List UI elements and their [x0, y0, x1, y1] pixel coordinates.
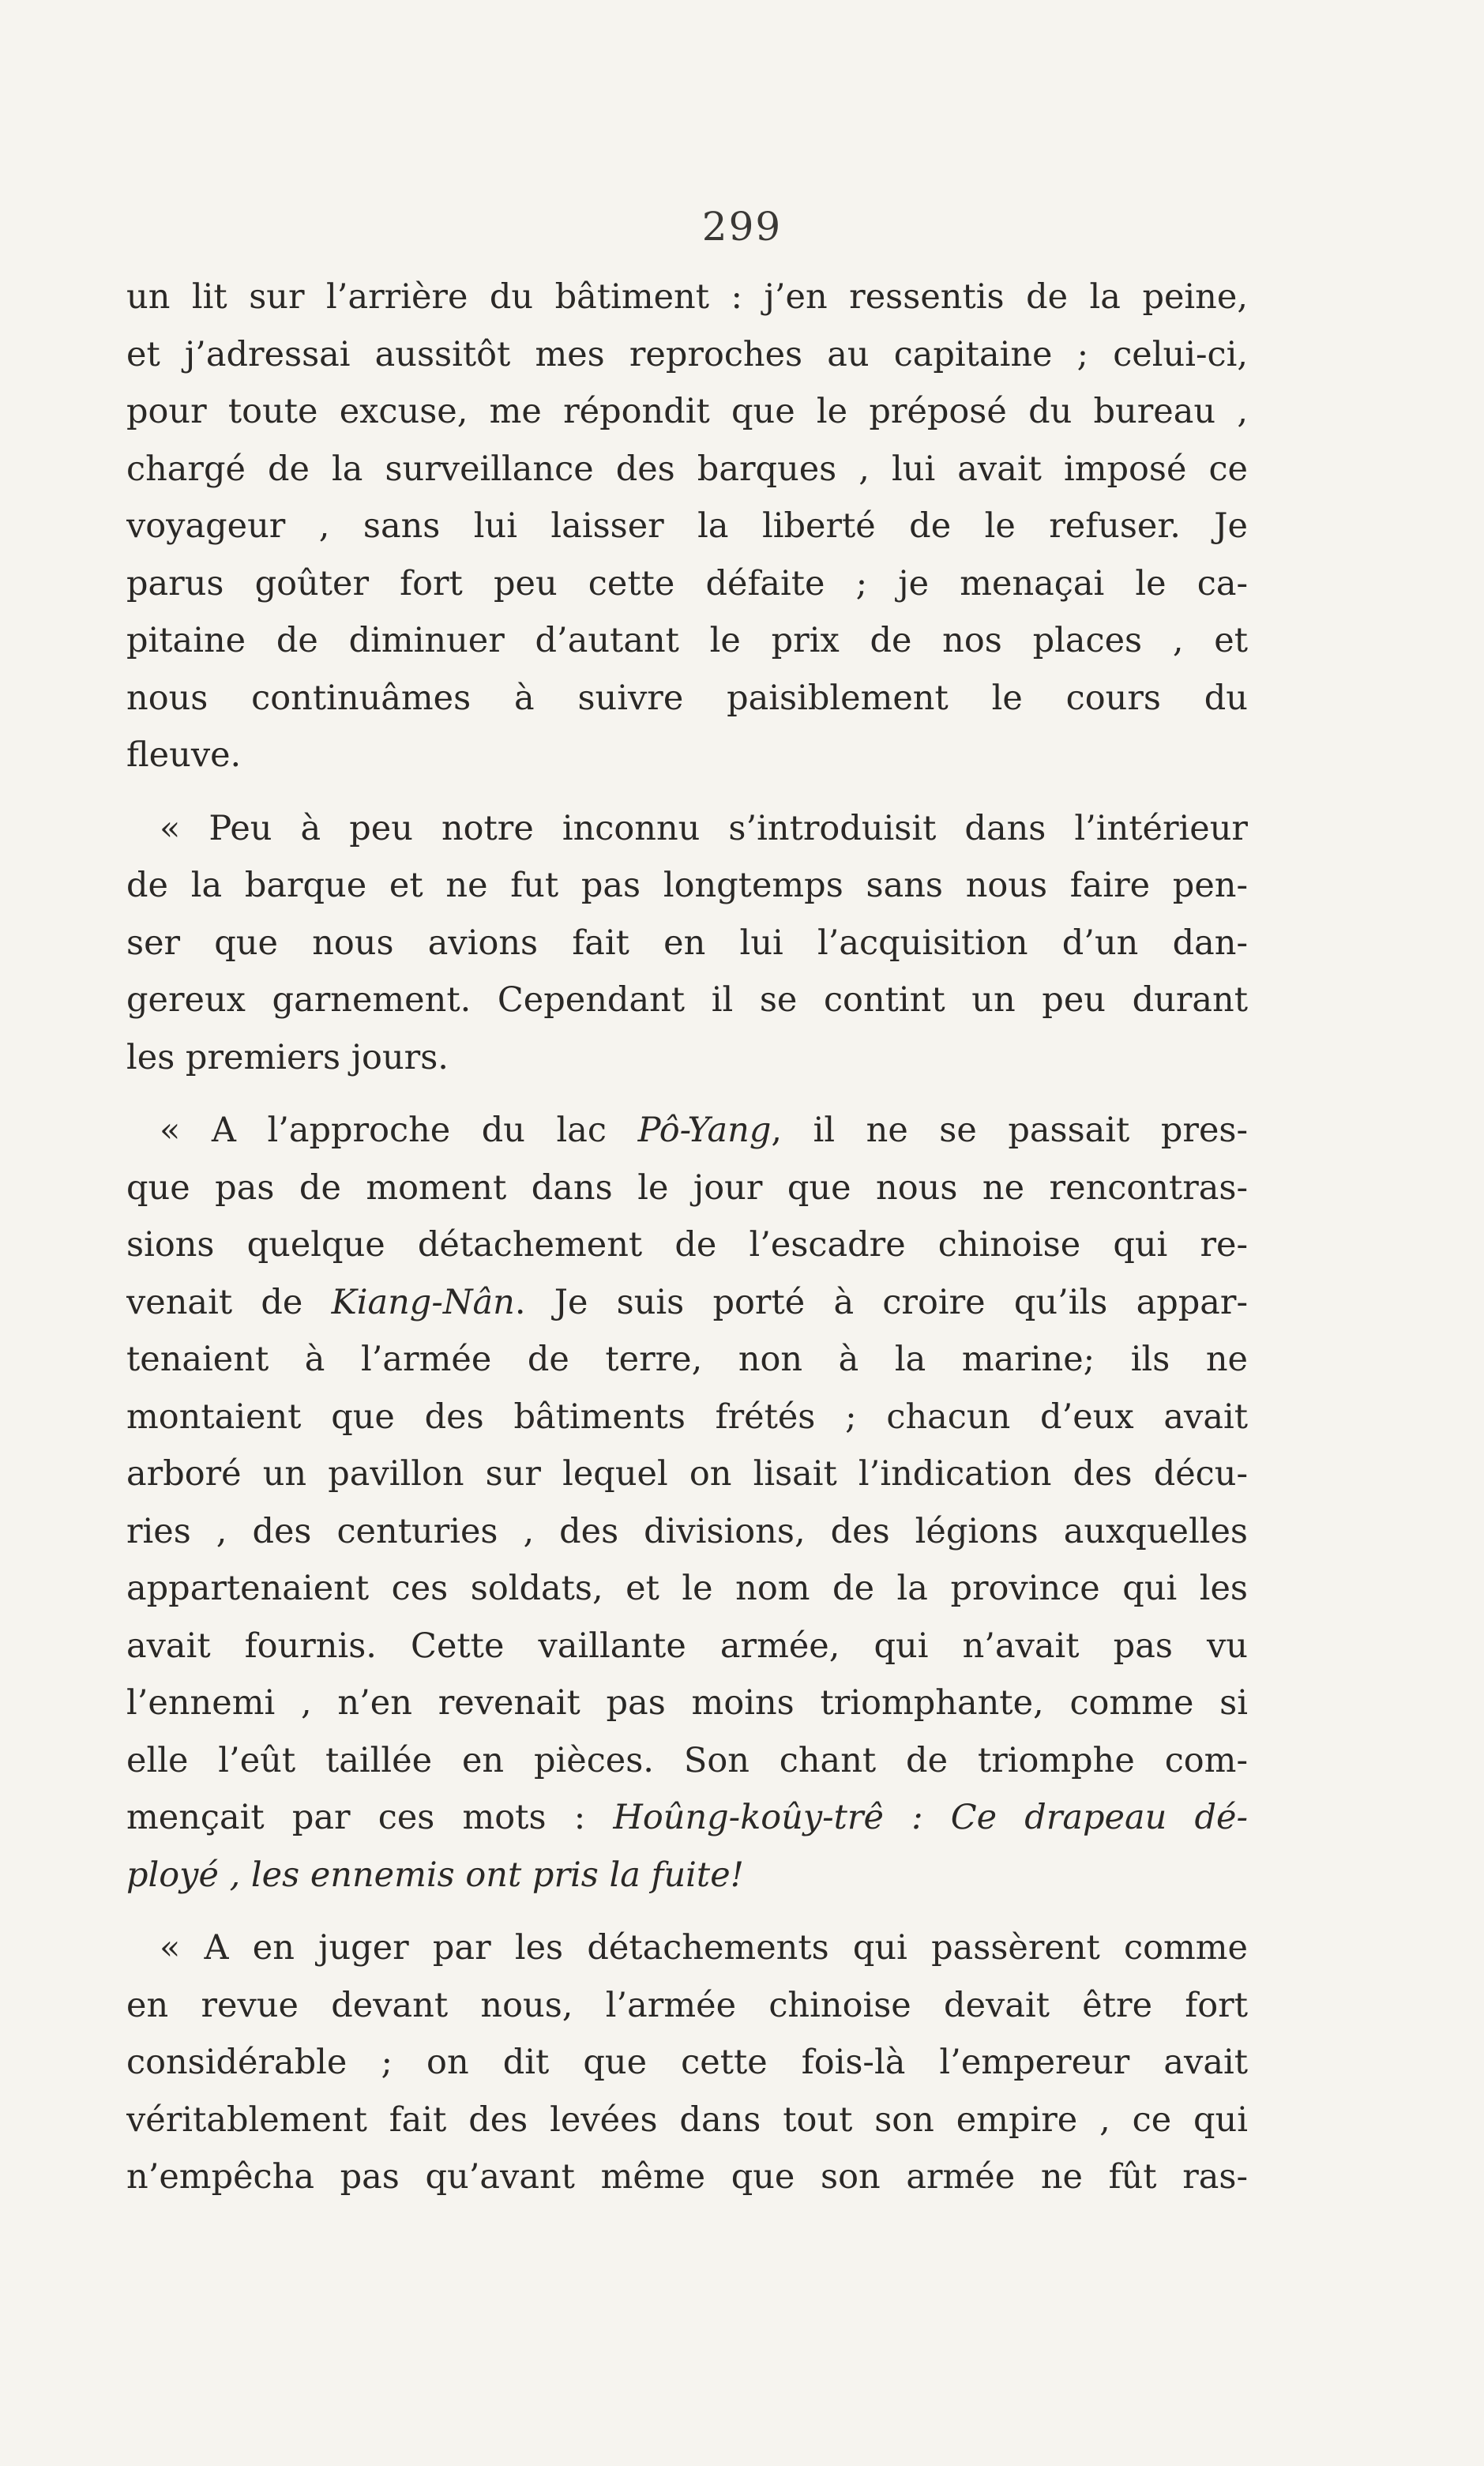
text-line: « Peu à peu notre inconnu s’introduisit dans l’intérieur [160, 808, 1248, 848]
text-line: n’empêcha pas qu’avant même que son armée ne fût ras- [126, 2157, 1248, 2197]
text-line: en revue devant nous, l’armée chinoise devait être fort [126, 1985, 1248, 2025]
text-line: arboré un pavillon sur lequel on lisait l’indication des décu- [126, 1454, 1248, 1494]
text-line: que pas de moment dans le jour que nous ne rencontras- [126, 1167, 1248, 1208]
text-line: elle l’eût taillée en pièces. Son chant de triomphe com- [126, 1740, 1248, 1780]
text-line: véritablement fait des levées dans tout son empire , ce qui [126, 2099, 1248, 2140]
text-line: voyageur , sans lui laisser la liberté de le refuser. Je [126, 506, 1248, 546]
text-line: pitaine de diminuer d’autant le prix de nos places , et [126, 621, 1248, 660]
text-fragment: venait de [126, 1282, 332, 1322]
text-line: parus goûter fort peu cette défaite ; je menaçai le ca- [126, 563, 1248, 603]
text-line [126, 1789, 1248, 1847]
paragraph-4 [126, 1919, 1248, 2206]
page-number: 299 [701, 204, 783, 250]
text-fragment: mençait par ces mots : [126, 1798, 614, 1837]
text-line: les premiers jours. [126, 1037, 449, 1077]
text-line: un lit sur l’arrière du bâtiment : j’en ressentis de la peine, [126, 277, 1248, 317]
text-line: appartenaient ces soldats, et le nom de la province qui les [126, 1569, 1248, 1608]
paragraph-2 [126, 800, 1248, 1087]
song-title-end: ployé , les ennemis ont pris la fuite! [126, 1855, 744, 1895]
text-line: considérable ; on dit que cette fois-là l’empereur avait [126, 2043, 1248, 2082]
text-fragment: , il ne se passait pres- [771, 1111, 1248, 1150]
text-line: l’ennemi , n’en revenait pas moins triomphante, comme si [126, 1683, 1248, 1723]
text-line [126, 1847, 1248, 1904]
text-line: ser que nous avions fait en lui l’acquisition d’un dan- [126, 923, 1248, 963]
body-text [126, 269, 1248, 2206]
text-line: montaient que des bâtiments frétés ; chacun d’eux avait [126, 1397, 1248, 1437]
text-line: de la barque et ne fut pas longtemps sans nous faire pen- [126, 866, 1248, 905]
song-title: Hoûng-koûy-trê : Ce drapeau dé- [613, 1798, 1248, 1837]
text-line: fleuve. [126, 735, 242, 775]
text-line: nous continuâmes à suivre paisiblement le cours du [126, 678, 1248, 718]
text-line [126, 1102, 1248, 1160]
place-name-po-yang: Pô-Yang [637, 1111, 772, 1150]
paragraph-1 [126, 269, 1248, 784]
text-line: pour toute excuse, me répondit que le préposé du bureau , [126, 392, 1248, 431]
text-line: et j’adressai aussitôt mes reproches au capitaine ; celui-ci, [126, 334, 1248, 374]
text-line: tenaient à l’armée de terre, non à la marine; ils ne [126, 1340, 1248, 1379]
text-line: chargé de la surveillance des barques , lui avait imposé ce [126, 449, 1248, 489]
text-line: « A en juger par les détachements qui passèrent comme [160, 1928, 1248, 1968]
text-line: gereux garnement. Cependant il se contint un peu durant [126, 980, 1248, 1020]
text-line [126, 1274, 1248, 1332]
text-line: sions quelque détachement de l’escadre chinoise qui re- [126, 1225, 1248, 1265]
text-line: ries , des centuries , des divisions, des légions auxquelles [126, 1511, 1248, 1551]
place-name-kiang-nan: Kiang-Nân [331, 1282, 515, 1322]
text-fragment: . Je suis porté à croire qu’ils appar- [514, 1282, 1248, 1322]
text-fragment: « A l’approche du lac [160, 1111, 638, 1150]
paragraph-3 [126, 1102, 1248, 1904]
text-line: avait fournis. Cette vaillante armée, qui n’avait pas vu [126, 1626, 1248, 1666]
